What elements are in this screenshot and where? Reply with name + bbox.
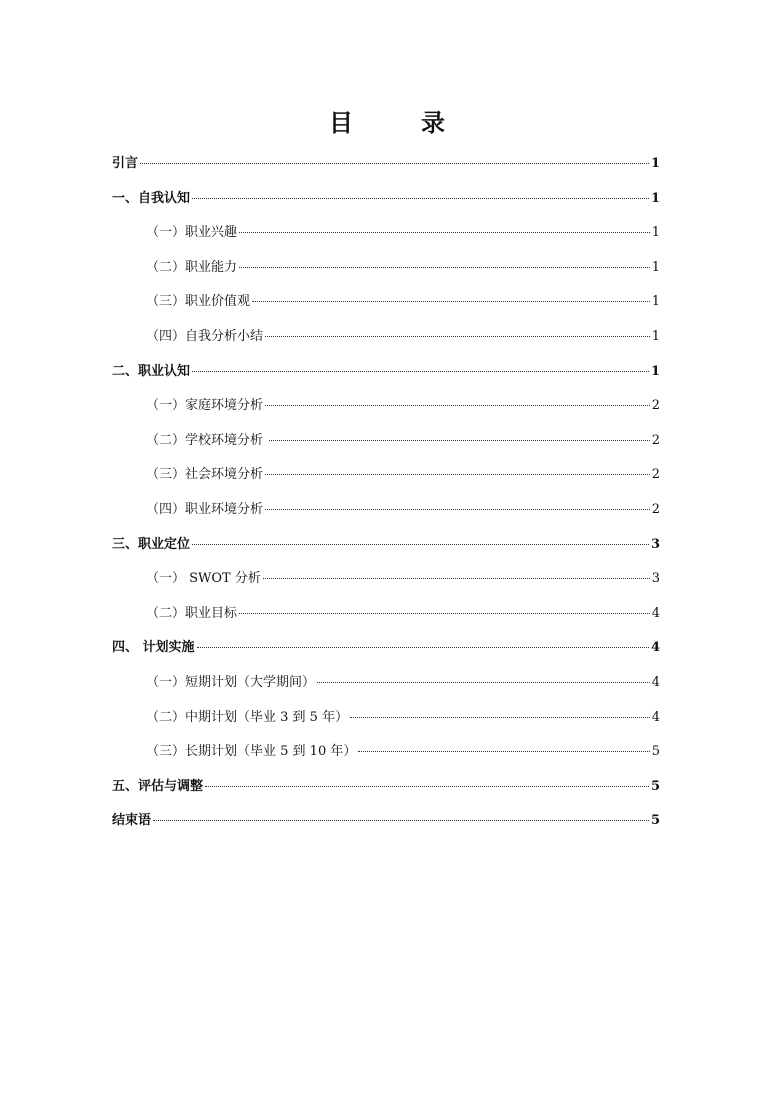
toc-dot-leader [252,301,650,302]
toc-entry-label: 引言 [112,156,139,171]
toc-page-number: 1 [651,259,660,275]
toc-page-number: 5 [650,778,660,794]
toc-entry-label: （一）短期计划（大学期间） [146,674,316,690]
toc-page-number: 1 [651,328,660,344]
toc-dot-leader [239,613,650,614]
toc-page-number: 1 [650,156,660,171]
toc-dot-leader [317,682,650,683]
toc-entry-label: 二、职业认知 [112,363,191,379]
toc-entry[interactable] [112,358,660,393]
toc-entry-label: （二）职业能力 [146,259,238,275]
toc-entry[interactable] [112,704,660,739]
toc-dot-leader [265,336,650,337]
toc-entry[interactable] [112,669,660,704]
toc-entry-label: 结束语 [112,813,152,829]
toc-page-number: 5 [650,813,660,829]
toc-entry-label: 四、 计划实施 [112,640,195,656]
toc-page-number: 3 [650,536,660,552]
toc-entry[interactable] [112,427,660,462]
toc-page-number: 2 [651,501,660,517]
toc-entry-label: （二）中期计划（毕业 3 到 5 年） [146,709,349,725]
toc-entry-label: （一）职业兴趣 [146,225,238,241]
toc-list [112,150,660,842]
toc-entry[interactable] [112,773,660,808]
toc-entry[interactable] [112,219,660,254]
toc-dot-leader [263,578,650,579]
toc-page-number: 2 [651,467,660,483]
toc-page-number: 3 [651,571,660,587]
toc-dot-leader [153,820,649,821]
toc-page-number: 1 [650,363,660,379]
toc-dot-leader [192,198,649,199]
toc-entry-label: （四）职业环境分析 [146,501,264,517]
toc-dot-leader [239,232,650,233]
toc-entry[interactable] [112,565,660,600]
toc-dot-leader [140,163,649,164]
toc-page-number: 2 [651,398,660,414]
toc-entry[interactable] [112,185,660,220]
toc-entry[interactable] [112,531,660,566]
toc-entry-label: （四）自我分析小结 [146,328,264,344]
toc-entry[interactable] [112,254,660,289]
toc-page-number: 2 [651,432,660,448]
toc-entry-label: （一） SWOT 分析 [146,571,261,587]
toc-entry-label: 三、职业定位 [112,536,191,552]
toc-dot-leader [265,405,650,406]
toc-title: 目 录 [329,108,467,137]
toc-dot-leader [358,751,649,752]
toc-entry-label: （二）职业目标 [146,605,238,621]
toc-page-number: 5 [651,744,660,760]
toc-dot-leader [269,440,650,441]
toc-dot-leader [265,509,650,510]
toc-dot-leader [205,786,649,787]
toc-page-number: 4 [650,640,660,656]
toc-entry-label: （一）家庭环境分析 [146,398,264,414]
toc-entry-label: 一、自我认知 [112,190,191,206]
toc-entry-label: 五、评估与调整 [112,778,204,794]
toc-entry[interactable] [112,323,660,358]
toc-entry-label: （三）社会环境分析 [146,467,264,483]
toc-dot-leader [192,371,649,372]
toc-entry[interactable] [112,807,660,842]
toc-entry[interactable] [112,738,660,773]
toc-entry-label: （二）学校环境分析 [146,432,268,448]
toc-entry[interactable] [112,496,660,531]
toc-dot-leader [197,647,649,648]
toc-dot-leader [239,267,650,268]
toc-entry[interactable] [112,288,660,323]
toc-page-number: 1 [650,190,660,206]
toc-entry[interactable] [112,392,660,427]
toc-entry[interactable] [112,150,660,185]
toc-page-number: 1 [651,225,660,241]
toc-entry[interactable] [112,600,660,635]
toc-page-number: 4 [651,709,660,725]
toc-dot-leader [350,717,650,718]
toc-dot-leader [192,544,649,545]
toc-dot-leader [265,474,650,475]
toc-entry[interactable] [112,461,660,496]
toc-entry[interactable] [112,634,660,669]
toc-page-number: 1 [651,294,660,310]
toc-entry-label: （三）职业价值观 [146,294,251,310]
toc-entry-label: （三）长期计划（毕业 5 到 10 年） [146,744,357,760]
toc-page-number: 4 [651,605,660,621]
toc-page-number: 4 [651,674,660,690]
